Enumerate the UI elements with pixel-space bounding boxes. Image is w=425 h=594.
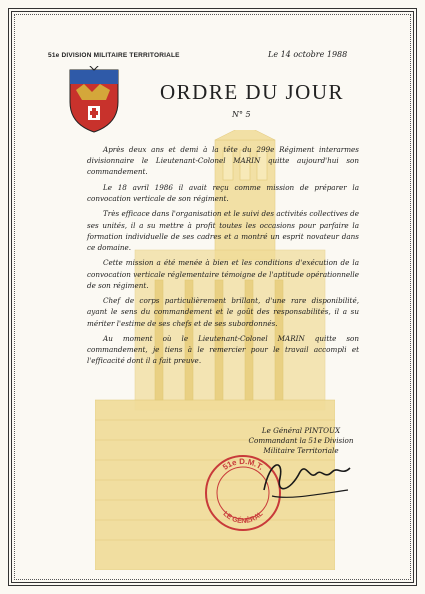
signatory-role-2: Militaire Territoriale bbox=[263, 446, 339, 455]
document-title: ORDRE DU JOUR bbox=[160, 80, 345, 104]
paragraph: Très efficace dans l'organisation et le suivi des activités collectives de ses unités, il a su mettre à profit toutes les occasions pour parfaire la formation individuelle de ses cadres et a montré un esprit novateur dans ce domaine. bbox=[87, 209, 359, 252]
paragraph: Chef de corps particulièrement brillant, d'une rare disponibilité, ayant le sens du commandement et le goût des responsabilités, il a su mériter l'estime de ses chefs et de ses subordonnés. bbox=[87, 296, 359, 328]
signatory-name: Le Général PINTOUX bbox=[261, 426, 341, 435]
stamp-top-text: 51e D.M.T. bbox=[221, 456, 266, 472]
coat-of-arms-icon bbox=[66, 66, 122, 134]
paragraph: Après deux ans et demi à la tête du 299e Régiment interarmes divisionnaire le Lieutenant-Colonel MARIN quitte aujourd'hui son commandement. bbox=[87, 145, 359, 177]
order-number: N° 5 bbox=[232, 110, 251, 119]
handwritten-signature-icon bbox=[250, 450, 360, 505]
order-body bbox=[87, 144, 359, 371]
paragraph: Au moment où le Lieutenant-Colonel MARIN quitte son commandement, je tiens à le remercier pour le travail accompli et l'efficacité dont il a fait preuve. bbox=[87, 333, 359, 366]
svg-text:LE GÉNÉRAL bbox=[221, 510, 265, 525]
document-date: Le 14 octobre 1988 bbox=[268, 50, 348, 59]
paragraph: Cette mission a été menée à bien et les conditions d'exécution de la convocation verticale réglementaire témoigne de l'aptitude opérationnelle de son régiment. bbox=[87, 258, 359, 290]
division-name: 51e DIVISION MILITAIRE TERRITORIALE bbox=[48, 52, 180, 59]
paragraph: Le 18 avril 1986 il avait reçu comme mission de préparer la convocation verticale de son régiment. bbox=[87, 182, 359, 203]
signatory-role: Commandant la 51e Division bbox=[248, 436, 354, 445]
stamp-bottom-text: LE GÉNÉRAL bbox=[221, 510, 265, 526]
